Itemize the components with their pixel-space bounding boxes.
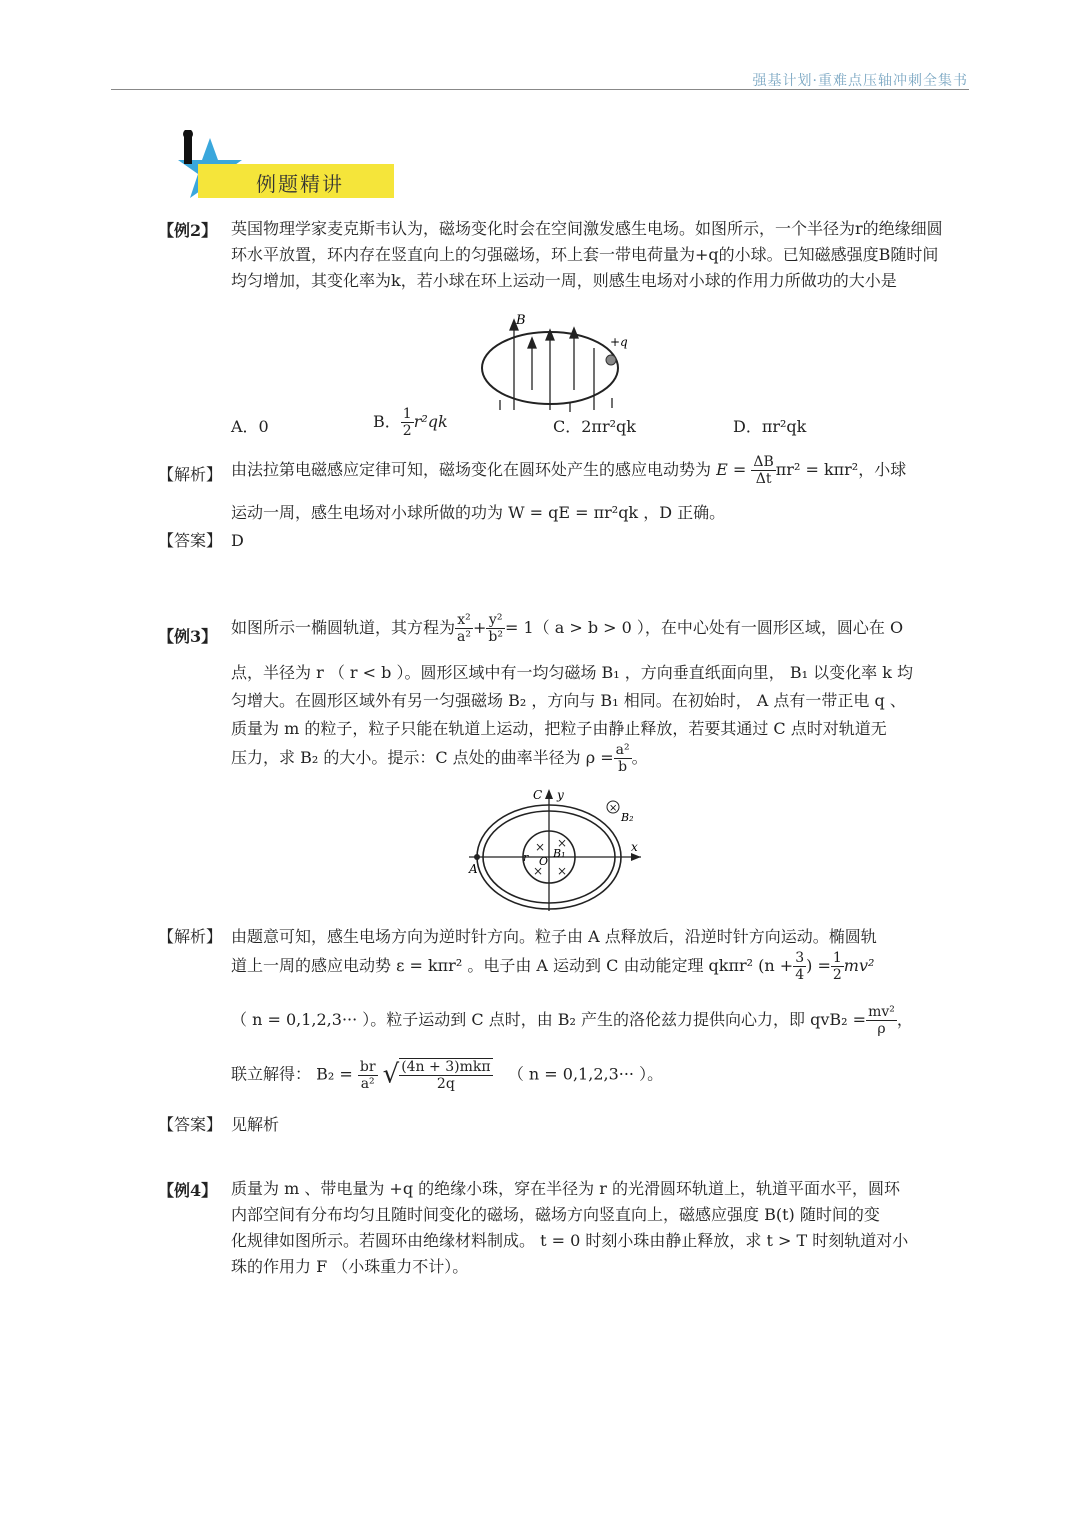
frac-den: Δt	[755, 471, 772, 487]
sol-text: 联立解得： B₂ =	[231, 1064, 353, 1084]
frac-num: x²	[455, 612, 473, 629]
ex3-ellipse-figure	[465, 785, 645, 915]
frac-den: ρ	[877, 1021, 886, 1037]
ex4-line2: 内部空间有分布均匀且随时间变化的磁场，磁场方向竖直向上，磁感应强度 B(t) 随时间的变	[231, 1205, 880, 1224]
option-b-letter: B．	[373, 412, 401, 431]
svg-text:×: ×	[557, 836, 568, 850]
sol-text: （ n = 0,1,2,3··· ）。粒子运动到 C 点时，由 B₂ 产生的洛伦兹力提供向心力，即 qvB₂ =	[231, 1010, 867, 1029]
ex3-tag: 【例3】	[158, 627, 218, 646]
sol-paren: (n +	[758, 956, 794, 975]
ex3-solution-line4	[231, 1058, 953, 1092]
sol-mv2: mv²	[843, 956, 875, 975]
fig-label-b1: B₁	[553, 847, 566, 860]
svg-text:×: ×	[557, 864, 568, 878]
sol-text: 道上一周的感应电动势 ε = kπr² 。电子由 A 运动到 C 由动能定理 qkπr²	[231, 956, 754, 975]
section-banner	[160, 130, 400, 210]
sol-comma: ，	[896, 1010, 913, 1029]
frac-den: 2q	[436, 1076, 455, 1092]
fig-label-q: +q	[610, 335, 628, 349]
option-b-rest: r²qk	[413, 412, 448, 431]
frac-num: 1	[402, 406, 412, 422]
ex3-line4: 质量为 m 的粒子，粒子只能在轨道上运动，把粒子由静止释放，若要其通过 C 点时对轨道无	[231, 719, 887, 738]
header-rule	[111, 89, 969, 90]
sol-eq: ) =	[806, 956, 831, 975]
fig-label-a: A	[469, 862, 478, 876]
fig-label-y: y	[557, 788, 564, 802]
ex3-solution-tag: 【解析】	[158, 927, 223, 946]
fig-label-b2: B₂	[621, 811, 634, 824]
frac-num: ΔB	[753, 454, 774, 470]
ex2-option-c: C．2πr²qk	[553, 417, 636, 436]
frac-num: 3	[795, 950, 805, 966]
ex3-line2: 点，半径为 r （ r < b ）。圆形区域中有一均匀磁场 B₁ ，方向垂直纸面向里， B₁ 以变化率 k 均	[231, 663, 914, 682]
ex2-ring-figure	[470, 310, 640, 415]
frac-num: br	[359, 1058, 376, 1075]
ex3-text-b: = 1（ a > b > 0 ），在中心处有一圆形区域，圆心在 O	[504, 618, 904, 637]
ex2-solution-line1	[231, 454, 953, 487]
ex3-solution-line3	[231, 1004, 953, 1037]
ex4-line4: 珠的作用力 F （小珠重力不计）。	[231, 1257, 469, 1276]
math-e: E =	[716, 460, 747, 479]
ex4-line1: 质量为 m 、带电量为 +q 的绝缘小珠，穿在半径为 r 的光滑圆环轨道上，轨道平面水平，圆环	[231, 1179, 900, 1198]
fig-label-x: x	[631, 840, 638, 854]
ex3-text: 如图所示一椭圆轨道，其方程为	[231, 618, 456, 637]
fig-label-o: O	[539, 855, 549, 868]
header-title: 强基计划·重难点压轴冲刺全集书	[752, 73, 968, 89]
frac-den: a²	[360, 1075, 375, 1092]
ex4-line3: 化规律如图所示。若圆环由绝缘材料制成。 t = 0 时刻小珠由静止释放，求 t > T 时刻轨道对小	[231, 1231, 909, 1250]
ex3-solution-line2	[231, 950, 953, 983]
frac-den: a²	[457, 629, 471, 645]
ex3-answer-tag: 【答案】	[158, 1115, 223, 1134]
frac-den: 2	[832, 967, 842, 983]
ex3-line3: 匀增大。在圆形区域外有另一匀强磁场 B₂ ，方向与 B₁ 相同。在初始时， A 点有一带正电 q 、	[231, 691, 906, 710]
fig-label-b: B	[516, 313, 526, 328]
ex2-solution-line2: 运动一周，感生电场对小球所做的功为 W = qE = πr²qk ，D 正确。	[231, 503, 726, 522]
fig-label-c: C	[533, 788, 543, 802]
ex2-answer: D	[231, 531, 244, 550]
frac-num: (4n + 3)mkπ	[401, 1059, 491, 1075]
ex3-solution-line1: 由题意可知，感生电场方向为逆时针方向。粒子由 A 点释放后，沿逆时针方向运动。椭圆轨	[231, 927, 877, 946]
frac-num: a²	[615, 742, 630, 758]
ex2-option-a: A．0	[231, 417, 269, 436]
ex3-line5	[231, 742, 953, 775]
fig-label-r: r	[523, 851, 529, 864]
frac-den: b²	[488, 629, 503, 645]
ex3-answer: 见解析	[231, 1115, 280, 1134]
frac-den: 2	[402, 423, 412, 439]
ex3-text-b: 。	[631, 748, 648, 767]
sol-text: 由法拉第电磁感应定律可知，磁场变化在圆环处产生的感应电动势为	[231, 460, 712, 479]
ex2-option-b	[373, 406, 448, 439]
banner-label: 例题精讲	[256, 172, 344, 196]
svg-text:×: ×	[609, 803, 618, 814]
frac-num: y²	[486, 612, 505, 629]
ex2-answer-tag: 【答案】	[158, 531, 223, 550]
ex2-text: 英国物理学家麦克斯韦认为，磁场变化时会在空间激发感生电场。如图所示，一个半径为r的绝缘细圆环水平放置，环内存在竖直向上的匀强磁场，环上套一带电荷量为+q的小球。已知磁感强度B随时间均匀增加，其变化率为k，若小球在环上运动一周，则感生电场对小球的作用力所做功的大小是	[231, 219, 943, 290]
ex3-text: 压力，求 B₂ 的大小。提示：C 点处的曲率半径为 ρ =	[231, 748, 614, 767]
plus-sign: +	[472, 618, 487, 637]
frac-den: 4	[795, 967, 805, 983]
ex2-tag: 【例2】	[158, 221, 218, 240]
frac-num: mv²	[868, 1004, 895, 1020]
ex4-tag: 【例4】	[158, 1181, 218, 1200]
frac-num: 1	[832, 950, 842, 966]
ex3-line1	[231, 612, 953, 645]
ex2-option-d: D．πr²qk	[733, 417, 807, 436]
svg-text:×: ×	[533, 864, 544, 878]
frac-den: b	[618, 759, 628, 775]
ex2-solution-tag: 【解析】	[158, 465, 223, 484]
sol-text-b: πr² = kπr²，小球	[775, 460, 907, 479]
sol-text-b: （ n = 0,1,2,3··· ）。	[507, 1064, 664, 1084]
svg-text:×: ×	[535, 840, 546, 854]
sqrt-icon: √	[382, 1059, 400, 1090]
